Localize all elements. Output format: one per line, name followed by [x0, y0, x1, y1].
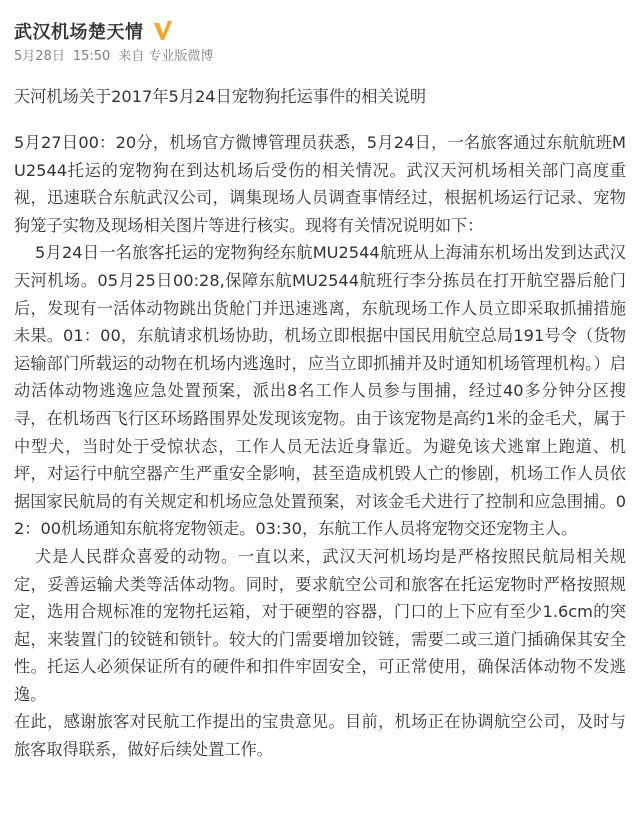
post-header — [14, 18, 626, 44]
paragraph-incident: 5月24日一名旅客托运的宠物狗经东航MU2544航班从上海浦东机场出发到达武汉天河机场。05月25日00:28,保障东航MU2544航班行李分拣员在打开航空器后舱门后，发现有一活体动物跳出货舱门并迅速逃离，东航现场工作人员立即采取抓捕措施未果。01：00，东航请求机场协助，机场立即根据中国民用航空总局191号令（货物运输部门所载运的动物在机场内逃逸时，应当立即抓捕并及时通知机场管理机构。）启动活体动物逃逸应急处置预案，派出8名工作人员参与围捕，经过40多分钟分区搜寻，在机场西飞行区环场路围界处发现该宠物。由于该宠物是高约1米的金毛犬，属于中型犬，当时处于受惊状态，工作人员无法近身靠近。为避免该犬逃窜上跑道、机坪，对运行中航空器产生严重安全影响，甚至造成机毁人亡的惨剧，机场工作人员依据国家民航局的有关规定和机场应急处置预案，对该金毛犬进行了控制和应急围捕。02：00机场通知东航将宠物领走。03:30，东航工作人员将宠物交还宠物主人。 — [14, 243, 626, 539]
post-time[interactable]: 15:50 — [72, 49, 111, 64]
post-body — [14, 129, 626, 764]
paragraph-closing: 在此，感谢旅客对民航工作提出的宝贵意见。目前，机场正在协调航空公司，及时与旅客取得联系，做好后续处置工作。 — [14, 712, 626, 760]
post-headline: 天河机场关于2017年5月24日宠物狗托运事件的相关说明 — [14, 87, 427, 106]
post-meta — [14, 48, 626, 66]
paragraph-intro: 5月27日00：20分，机场官方微博管理员获悉，5月24日，一名旅客通过东航航班MU2544托运的宠物狗在到达机场后受伤的相关情况。武汉天河机场相关部门高度重视，迅速联合东航武汉公司，调集现场人员调查事情经过，根据机场运行记录、宠物狗笼子实物及现场相关图片等进行核实。现将有关情况说明如下： — [14, 133, 626, 235]
paragraph-regulations: 犬是人民群众喜爱的动物。一直以来，武汉天河机场均是严格按照民航局相关规定，妥善运输犬类等活体动物。同时，要求航空公司和旅客在托运宠物时严格按照规定，选用合规标准的宠物托运箱，对于硬塑的容器，门口的上下应有至少1.6cm的突起，来装置门的铰链和锁针。较大的门需要增加铰链，需要二或三道门插确保其安全性。托运人必须保证所有的硬件和扣件牢固安全，可正常使用，确保活体动物不发逃逸。 — [14, 546, 626, 704]
author-name[interactable]: 武汉机场楚天情 — [14, 22, 144, 43]
post-date[interactable]: 5月28日 — [14, 49, 65, 64]
source-prefix: 来自 — [118, 49, 145, 64]
post-source[interactable]: 专业版微博 — [148, 49, 214, 64]
verified-v-icon[interactable] — [152, 20, 174, 42]
